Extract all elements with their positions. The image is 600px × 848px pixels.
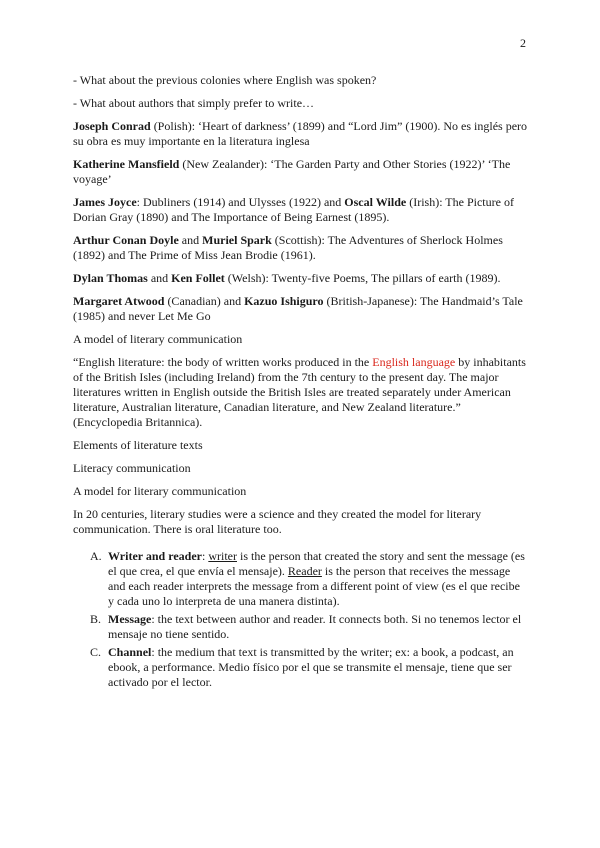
author-text: : Dubliners (1914) and Ulysses (1922) and xyxy=(136,195,345,209)
list-text: : the text between author and reader. It connects both. Si no tenemos lector el mensaje no tiene sentido. xyxy=(108,612,522,641)
list-text: : xyxy=(201,549,209,563)
question-authors: - What about authors that simply prefer to write… xyxy=(73,96,315,110)
list-marker: A. xyxy=(90,549,102,563)
author-name: Margaret Atwood xyxy=(73,294,165,308)
author-paragraph-atwood-ishiguro xyxy=(73,294,528,324)
english-language-link[interactable]: English language xyxy=(372,355,456,369)
author-name: Katherine Mansfield xyxy=(73,157,180,171)
list-text: is the person that created the story and sent the message (es el que crea, el que envía el mensaje). xyxy=(108,549,525,578)
author-text: (British-Japanese): The Handmaid’s Tale (1985) and never Let Me Go xyxy=(73,294,523,323)
list-term: Channel xyxy=(108,645,152,659)
author-text: (Polish): ‘Heart of darkness’ (1899) and “Lord Jim” (1900). No es inglés pero su obra es muy importante en la literatura inglesa xyxy=(73,119,528,148)
intro-paragraph: In 20 centuries, literary studies were a science and they created the model for literary communication. There is oral literature too. xyxy=(73,507,482,536)
quote-text: “English literature: the body of written works produced in the xyxy=(73,355,373,369)
author-text: (New Zealander): ‘The Garden Party and Other Stories (1922)’ ‘The voyage’ xyxy=(73,157,511,186)
heading-elements: Elements of literature texts xyxy=(73,438,203,452)
author-name: Dylan Thomas xyxy=(73,271,148,285)
author-paragraph-doyle-spark xyxy=(73,233,528,263)
heading-model-communication: A model for literary communication xyxy=(73,484,247,498)
author-paragraph-joyce-wilde xyxy=(73,195,528,225)
author-name: Arthur Conan Doyle xyxy=(73,233,179,247)
document-body xyxy=(73,73,528,693)
author-text: (Canadian) and xyxy=(164,294,245,308)
author-text: (Irish): The Picture of Dorian Gray (1890) and The Importance of Being Earnest (1895). xyxy=(73,195,514,224)
quote-text: by inhabitants of the British Isles (including Ireland) from the 7th century to the present day. The major literatures written in English outside the British Isles are treated separately under American literature, Australian literature, Canadian literature, and New Zealand literature.” (Encyclopedia Britannica). xyxy=(73,355,526,429)
section-heading-model: A model of literary communication xyxy=(73,332,243,346)
britannica-quote xyxy=(73,355,528,430)
list-marker: B. xyxy=(90,612,102,626)
page-number: 2 xyxy=(520,36,526,50)
author-paragraph-thomas-follet xyxy=(73,271,528,286)
author-name: James Joyce xyxy=(73,195,137,209)
author-text: and xyxy=(147,271,172,285)
author-name: Kazuo Ishiguro xyxy=(244,294,324,308)
underlined-term: Reader xyxy=(287,564,322,578)
author-name: Joseph Conrad xyxy=(73,119,151,133)
list-item-channel xyxy=(73,645,528,690)
author-text: (Scottish): The Adventures of Sherlock Holmes (1892) and The Prime of Miss Jean Brodie (1961). xyxy=(73,233,503,262)
list-term: Message xyxy=(108,612,152,626)
author-name: Ken Follet xyxy=(171,271,225,285)
heading-literacy: Literacy communication xyxy=(73,461,191,475)
list-text: is the person that receives the message and each reader interprets the message from a different point of view (es el que recibe y cada uno lo interpreta de una manera distinta). xyxy=(108,564,520,608)
author-text: and xyxy=(178,233,203,247)
author-name: Oscal Wilde xyxy=(344,195,407,209)
elements-list xyxy=(73,549,528,690)
list-term: Writer and reader xyxy=(108,549,202,563)
author-paragraph-mansfield xyxy=(73,157,528,187)
underlined-term: writer xyxy=(208,549,237,563)
author-text: (Welsh): Twenty-five Poems, The pillars of earth (1989). xyxy=(224,271,501,285)
question-colonies: - What about the previous colonies where English was spoken? xyxy=(73,73,377,87)
list-item-message xyxy=(73,612,528,642)
list-text: : the medium that text is transmitted by the writer; ex: a book, a podcast, an ebook, a performance. Medio físico por el que se transmite el mensaje, tiene que ser activado por el lector. xyxy=(108,645,514,689)
author-name: Muriel Spark xyxy=(202,233,272,247)
list-item-writer-reader xyxy=(73,549,528,609)
list-marker: C. xyxy=(90,645,102,659)
author-paragraph-conrad xyxy=(73,119,528,149)
